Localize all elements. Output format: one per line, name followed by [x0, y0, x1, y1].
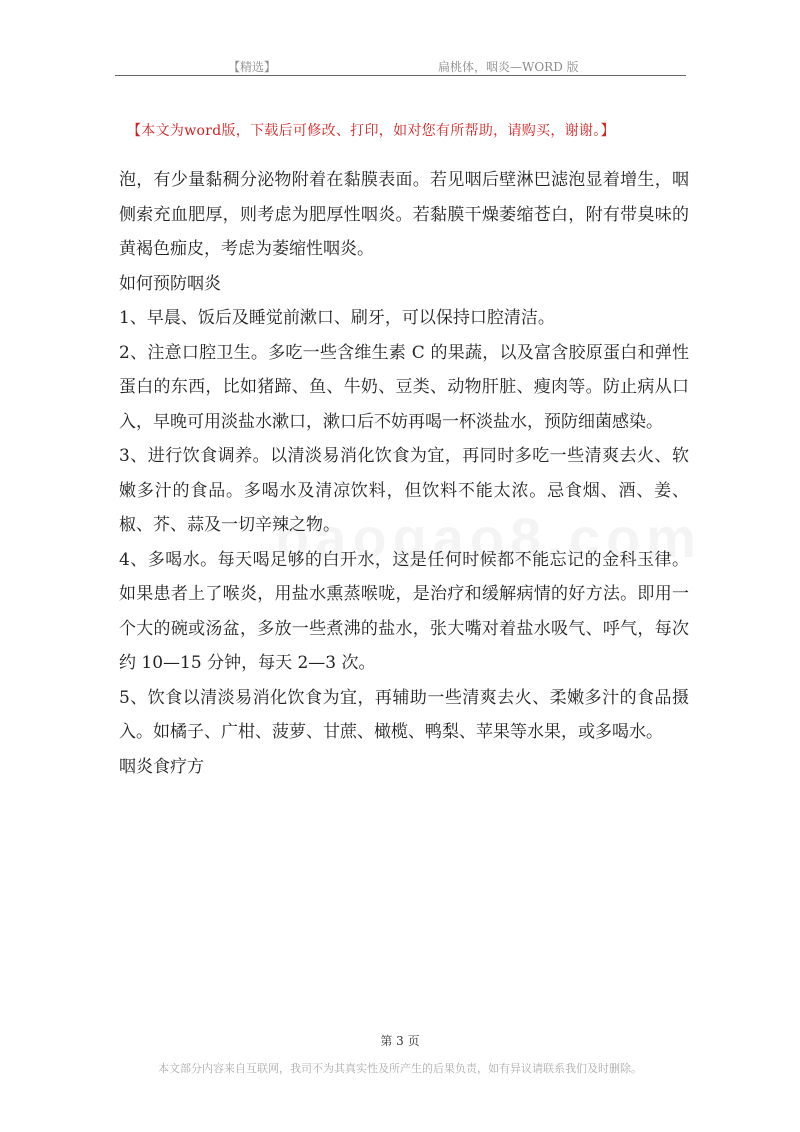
paragraph: 泡，有少量黏稠分泌物附着在黏膜表面。若见咽后壁淋巴滤泡显着增生，咽侧索充血肥厚，则考虑为肥厚性咽炎。若黏膜干燥萎缩苍白，附有带臭味的黄褐色痂皮，考虑为萎缩性咽炎。 [119, 170, 689, 259]
page-number: 第 3 页 [380, 1034, 420, 1048]
header-divider [115, 75, 686, 76]
list-item: 2、注意口腔卫生。多吃一些含维生素 C 的果蔬，以及富含胶原蛋白和弹性蛋白的东西，比如猪蹄、鱼、牛奶、豆类、动物肝脏、瘦肉等。防止病从口入，早晚可用淡盐水漱口，漱口后不妨再喝一杯淡盐水，预防细菌感染。 [119, 342, 689, 432]
list-item: 4、多喝水。每天喝足够的白开水，这是任何时候都不能忘记的金科玉律。如果患者上了喉炎，用盐水熏蒸喉咙，是治疗和缓解病情的好方法。即用一个大的碗或汤盆，多放一些煮沸的盐水，张大嘴对着盐水吸气、呼气，每次约 10—15 分钟，每天 2—3 次。 [119, 549, 689, 673]
section-heading: 咽炎食疗方 [119, 756, 204, 777]
list-item: 5、饮食以清淡易消化饮食为宜，再辅助一些清爽去火、柔嫩多汁的食品摄入。如橘子、广柑、菠萝、甘蔗、橄榄、鸭梨、苹果等水果，或多喝水。 [119, 687, 689, 742]
document-body [119, 163, 689, 784]
purchase-notice: 【本文为word版，下载后可修改、打印，如对您有所帮助，请购买，谢谢。】 [127, 123, 615, 139]
header-title: 扁桃体，咽炎—WORD 版 [438, 60, 579, 74]
list-item: 3、进行饮食调养。以清淡易消化饮食为宜，再同时多吃一些清爽去火、软嫩多汁的食品。多喝水及清凉饮料，但饮料不能太浓。忌食烟、酒、姜、椒、芥、蒜及一切辛辣之物。 [119, 446, 689, 535]
header-tag: 【精选】 [228, 60, 277, 74]
footer-disclaimer: 本文部分内容来自互联网，我司不为其真实性及所产生的后果负责，如有异议请联系我们及时删除。 [158, 1062, 642, 1075]
list-item: 1、早晨、饭后及睡觉前漱口、刷牙，可以保持口腔清洁。 [119, 308, 555, 328]
section-heading: 如何预防咽炎 [119, 273, 221, 294]
page-header [115, 58, 685, 76]
